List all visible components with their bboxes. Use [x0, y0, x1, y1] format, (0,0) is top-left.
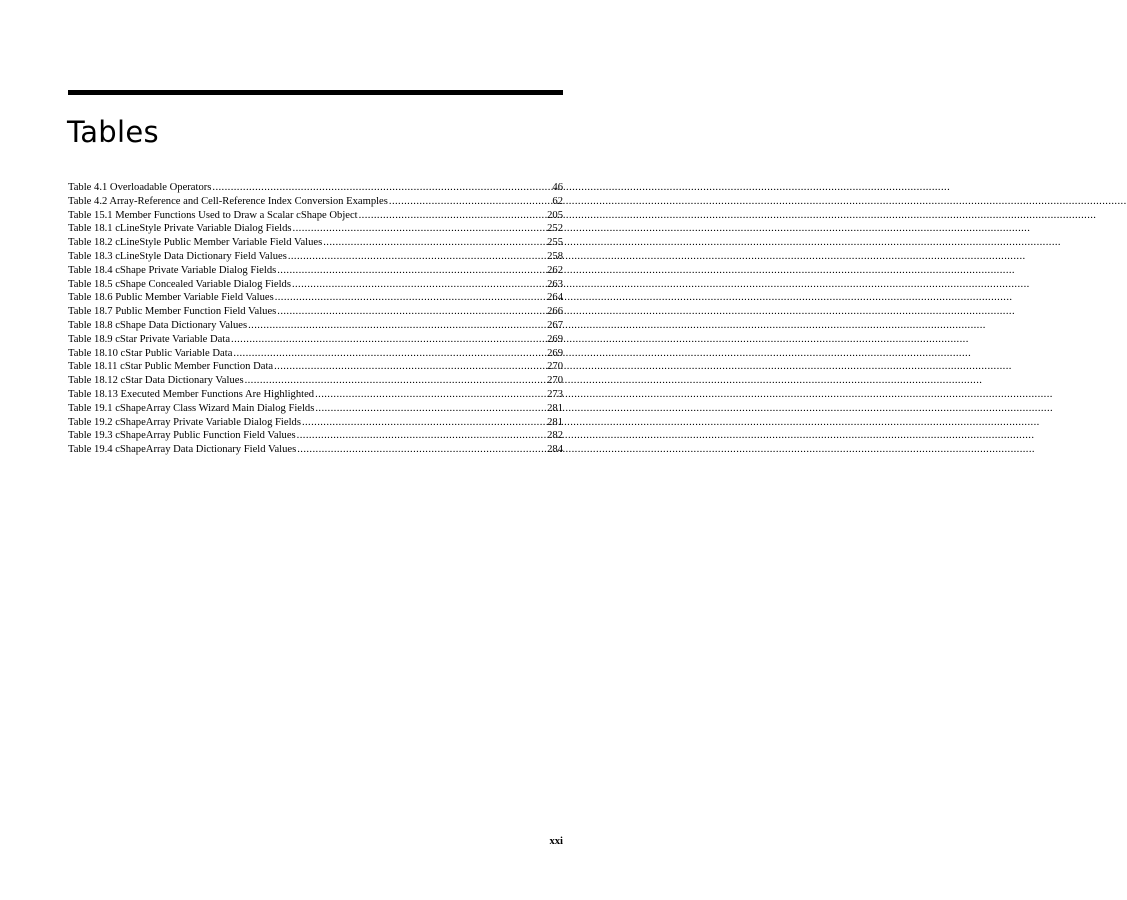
- toc-entry-title: Table 18.10 cStar Public Variable Data: [68, 347, 233, 359]
- toc-entry-page: 263: [547, 278, 563, 290]
- toc-entry[interactable]: [68, 443, 563, 457]
- toc-entry-title: Table 18.8 cShape Data Dictionary Values: [68, 319, 248, 331]
- toc-entry-page: 264: [547, 292, 563, 304]
- toc-entry[interactable]: [68, 429, 563, 443]
- dot-leader: [275, 291, 546, 305]
- toc-entry-title: Table 19.3 cShapeArray Public Function Field Values: [68, 430, 296, 442]
- toc-entry-title: Table 18.1 cLineStyle Private Variable Dialog Fields: [68, 223, 292, 235]
- toc-entry[interactable]: [68, 209, 563, 223]
- dot-leader: [245, 374, 547, 388]
- toc-entry-page: 267: [547, 319, 563, 331]
- toc-entry-page: 284: [547, 444, 563, 456]
- dot-leader: [359, 209, 546, 223]
- dot-leader: [233, 347, 546, 361]
- toc-entry[interactable]: [68, 374, 563, 388]
- toc-entry-title: Table 18.9 cStar Private Variable Data: [68, 333, 231, 345]
- dot-leader: [297, 429, 546, 443]
- toc-entry-page: 269: [547, 347, 563, 359]
- dot-leader: [288, 250, 546, 264]
- toc-entry[interactable]: [68, 236, 563, 250]
- dot-leader: [315, 388, 546, 402]
- toc-entry[interactable]: [68, 222, 563, 236]
- toc-entry[interactable]: [68, 388, 563, 402]
- dot-leader: [315, 402, 546, 416]
- toc-entry[interactable]: [68, 333, 563, 347]
- toc-entry[interactable]: [68, 360, 563, 374]
- toc-entry-title: Table 18.6 Public Member Variable Field Values: [68, 292, 274, 304]
- toc-entry-title: Table 18.13 Executed Member Functions Are Highlighted: [68, 388, 315, 400]
- toc-entry-title: Table 15.1 Member Functions Used to Draw a Scalar cShape Object: [68, 209, 358, 221]
- toc-entry-page: 282: [547, 430, 563, 442]
- toc-entry-page: 255: [547, 237, 563, 249]
- dot-leader: [277, 305, 546, 319]
- page-title: Tables: [67, 115, 159, 149]
- toc-entry-page: 269: [547, 333, 563, 345]
- toc-entry-title: Table 18.7 Public Member Function Field Values: [68, 306, 277, 318]
- toc-entry-title: Table 18.3 cLineStyle Data Dictionary Field Values: [68, 250, 287, 262]
- toc-entry[interactable]: [68, 347, 563, 361]
- toc-entry-title: Table 19.4 cShapeArray Data Dictionary Field Values: [68, 444, 297, 456]
- toc-entry-title: Table 18.2 cLineStyle Public Member Variable Field Values: [68, 237, 323, 249]
- dot-leader: [292, 278, 546, 292]
- toc-entry[interactable]: [68, 278, 563, 292]
- toc-entry-page: 205: [547, 209, 563, 221]
- dot-leader: [248, 319, 546, 333]
- dot-leader: [389, 195, 552, 209]
- toc-entry-page: 262: [547, 264, 563, 276]
- toc-entry-page: 273: [547, 388, 563, 400]
- dot-leader: [231, 333, 546, 347]
- page-number: xxi: [549, 836, 563, 847]
- top-rule: [68, 90, 563, 95]
- toc-entry-title: Table 18.12 cStar Data Dictionary Values: [68, 375, 244, 387]
- toc-entry-page: 62: [552, 195, 563, 207]
- toc-entry-page: 46: [552, 182, 563, 193]
- toc-entry[interactable]: [68, 291, 563, 305]
- toc-entry[interactable]: [68, 416, 563, 430]
- toc-entry-title: Table 4.1 Overloadable Operators: [68, 182, 212, 193]
- toc-entry-page: 270: [547, 375, 563, 387]
- dot-leader: [293, 222, 547, 236]
- toc-entry-page: 270: [547, 361, 563, 373]
- toc-entry-title: Table 18.5 cShape Concealed Variable Dialog Fields: [68, 278, 291, 290]
- toc-entry[interactable]: [68, 264, 563, 278]
- toc-entry[interactable]: [68, 250, 563, 264]
- list-of-tables: [68, 181, 563, 457]
- toc-entry-title: Table 19.2 cShapeArray Private Variable Dialog Fields: [68, 416, 301, 428]
- toc-entry-title: Table 18.4 cShape Private Variable Dialog Fields: [68, 264, 277, 276]
- toc-entry[interactable]: [68, 181, 563, 195]
- toc-entry-title: Table 18.11 cStar Public Member Function Data: [68, 361, 274, 373]
- toc-entry-page: 281: [547, 402, 563, 414]
- toc-entry-page: 281: [547, 416, 563, 428]
- dot-leader: [302, 416, 546, 430]
- toc-entry-title: Table 4.2 Array-Reference and Cell-Reference Index Conversion Examples: [68, 195, 388, 207]
- toc-entry[interactable]: [68, 195, 563, 209]
- toc-entry[interactable]: [68, 319, 563, 333]
- toc-entry-page: 252: [547, 223, 563, 235]
- toc-entry[interactable]: [68, 305, 563, 319]
- toc-entry-title: Table 19.1 cShapeArray Class Wizard Main Dialog Fields: [68, 402, 315, 414]
- toc-entry-page: 258: [547, 250, 563, 262]
- dot-leader: [297, 443, 546, 457]
- toc-entry[interactable]: [68, 402, 563, 416]
- dot-leader: [323, 236, 546, 250]
- dot-leader: [274, 360, 546, 374]
- toc-entry-page: 266: [547, 306, 563, 318]
- dot-leader: [212, 181, 551, 195]
- dot-leader: [277, 264, 546, 278]
